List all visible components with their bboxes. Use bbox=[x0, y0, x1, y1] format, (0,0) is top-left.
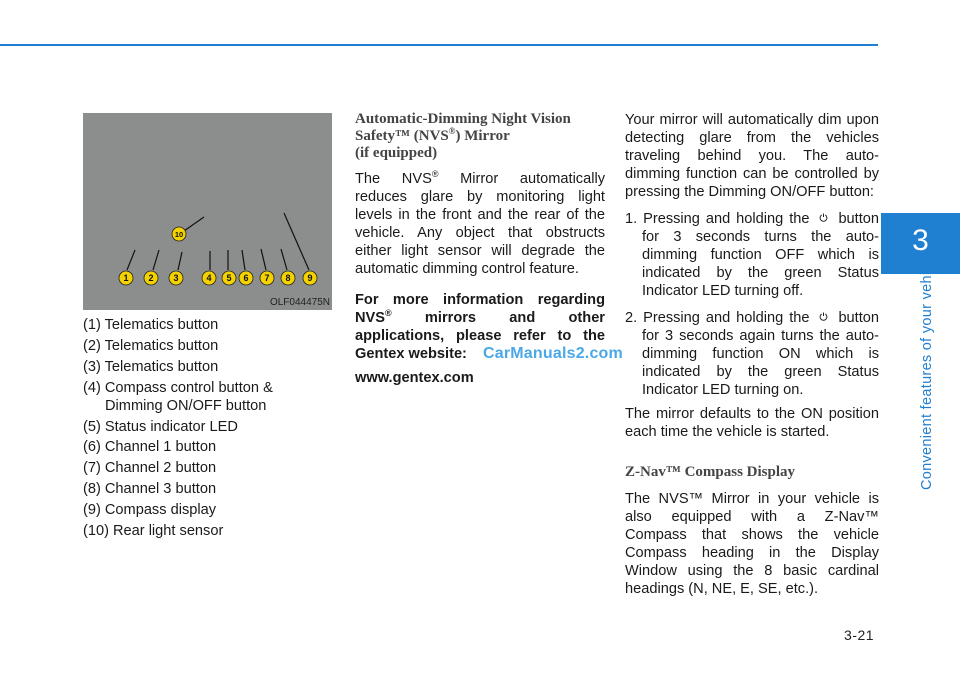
mirror-figure bbox=[83, 113, 332, 310]
legend-item: (4) Compass control button & Dimming ON/OFF button bbox=[83, 379, 273, 414]
step-1-start: 1. Pressing and holding the bbox=[625, 211, 810, 227]
chapter-title: Convenient features of your vehicle bbox=[919, 252, 935, 490]
legend-item: (8) Channel 3 button bbox=[83, 481, 217, 498]
callout-number-10: 10 bbox=[174, 230, 184, 240]
callout-number-7: 7 bbox=[264, 273, 270, 284]
nvs-heading-text-end: ) Mirror bbox=[455, 128, 510, 144]
callout-number-3: 3 bbox=[173, 273, 179, 284]
legend-item: (9) Compass display bbox=[83, 502, 217, 519]
figure-code: OLF044475N bbox=[269, 297, 330, 308]
step-2-start: 2. Pressing and holding the bbox=[625, 310, 810, 326]
callout-number-1: 1 bbox=[123, 273, 129, 284]
nvs-body bbox=[355, 170, 605, 278]
callout-number-5: 5 bbox=[226, 273, 232, 284]
nvs-heading bbox=[355, 111, 605, 162]
top-rule bbox=[0, 44, 878, 46]
chapter-number: 3 bbox=[912, 224, 929, 257]
dimming-step-1 bbox=[625, 210, 879, 300]
watermark-logo: CarManuals2.com bbox=[483, 345, 623, 362]
nvs-info-rest: mirrors and other applications, please refer to the Gentex website: bbox=[355, 310, 605, 362]
gentex-url[interactable]: www.gentex.com bbox=[355, 370, 474, 386]
step-1-rest: button for 3 seconds turns the auto-dimming function OFF which is indicated by the green Status Indicator LED turning off. bbox=[642, 211, 880, 299]
page-number: 3-21 bbox=[844, 627, 875, 643]
dimming-defaults: The mirror defaults to the ON position each time the vehicle is started. bbox=[625, 406, 879, 440]
compass-body: The NVS™ Mirror in your vehicle is also equipped with a Z-Nav™ Compass that shows the vehicle Compass heading in the Display Window using the 8 basic cardinal headings (N, NE, E, SE, etc.). bbox=[625, 491, 879, 597]
legend-item: (5) Status indicator LED bbox=[83, 418, 238, 435]
callout-number-8: 8 bbox=[285, 273, 291, 284]
registered-mark: ® bbox=[431, 169, 439, 180]
leader-lines bbox=[127, 213, 309, 270]
legend-item: (2) Telematics button bbox=[83, 337, 219, 354]
nvs-body-rest: Mirror automatically reduces glare by monitoring light levels in the front and the rear of the vehicle. Any object that obstructs either light sensor will degrade the automatic dimming control feature. bbox=[355, 171, 606, 277]
nvs-info-start: For more information regarding NVS bbox=[355, 292, 605, 326]
dimming-section bbox=[625, 111, 879, 598]
registered-mark: ® bbox=[448, 126, 456, 136]
dimming-step-2 bbox=[625, 309, 879, 399]
nvs-heading-if-equipped: (if equipped) bbox=[355, 145, 438, 161]
legend-item: (6) Channel 1 button bbox=[83, 439, 217, 456]
registered-mark: ® bbox=[385, 308, 392, 319]
dimming-intro: Your mirror will automatically dim upon detecting glare from the vehicles traveling behind you. The auto-dimming function can be controlled by pressing the Dimming ON/OFF button: bbox=[625, 112, 879, 200]
power-icon bbox=[819, 312, 828, 321]
nvs-heading-text: Automatic-Dimming Night Vision Safety™ (NVS bbox=[355, 111, 571, 144]
legend-item: (1) Telematics button bbox=[83, 317, 219, 333]
callout-number-4: 4 bbox=[206, 273, 212, 284]
callout-number-9: 9 bbox=[307, 273, 313, 284]
compass-heading: Z-Nav™ Compass Display bbox=[625, 464, 796, 480]
power-icon bbox=[819, 213, 828, 222]
legend-item: (3) Telematics button bbox=[83, 358, 219, 375]
step-2-rest: button for 3 seconds again turns the auto-dimming function ON which is indicated by the green Status Indicator LED turning on. bbox=[642, 310, 880, 398]
mirror-illustration bbox=[83, 113, 332, 310]
legend-item: (7) Channel 2 button bbox=[83, 460, 217, 477]
legend-list bbox=[83, 316, 333, 543]
callout-number-2: 2 bbox=[148, 273, 154, 284]
callout-number-6: 6 bbox=[243, 273, 249, 284]
legend-item: (10) Rear light sensor bbox=[83, 523, 224, 540]
nvs-body-start: The NVS bbox=[355, 171, 432, 187]
